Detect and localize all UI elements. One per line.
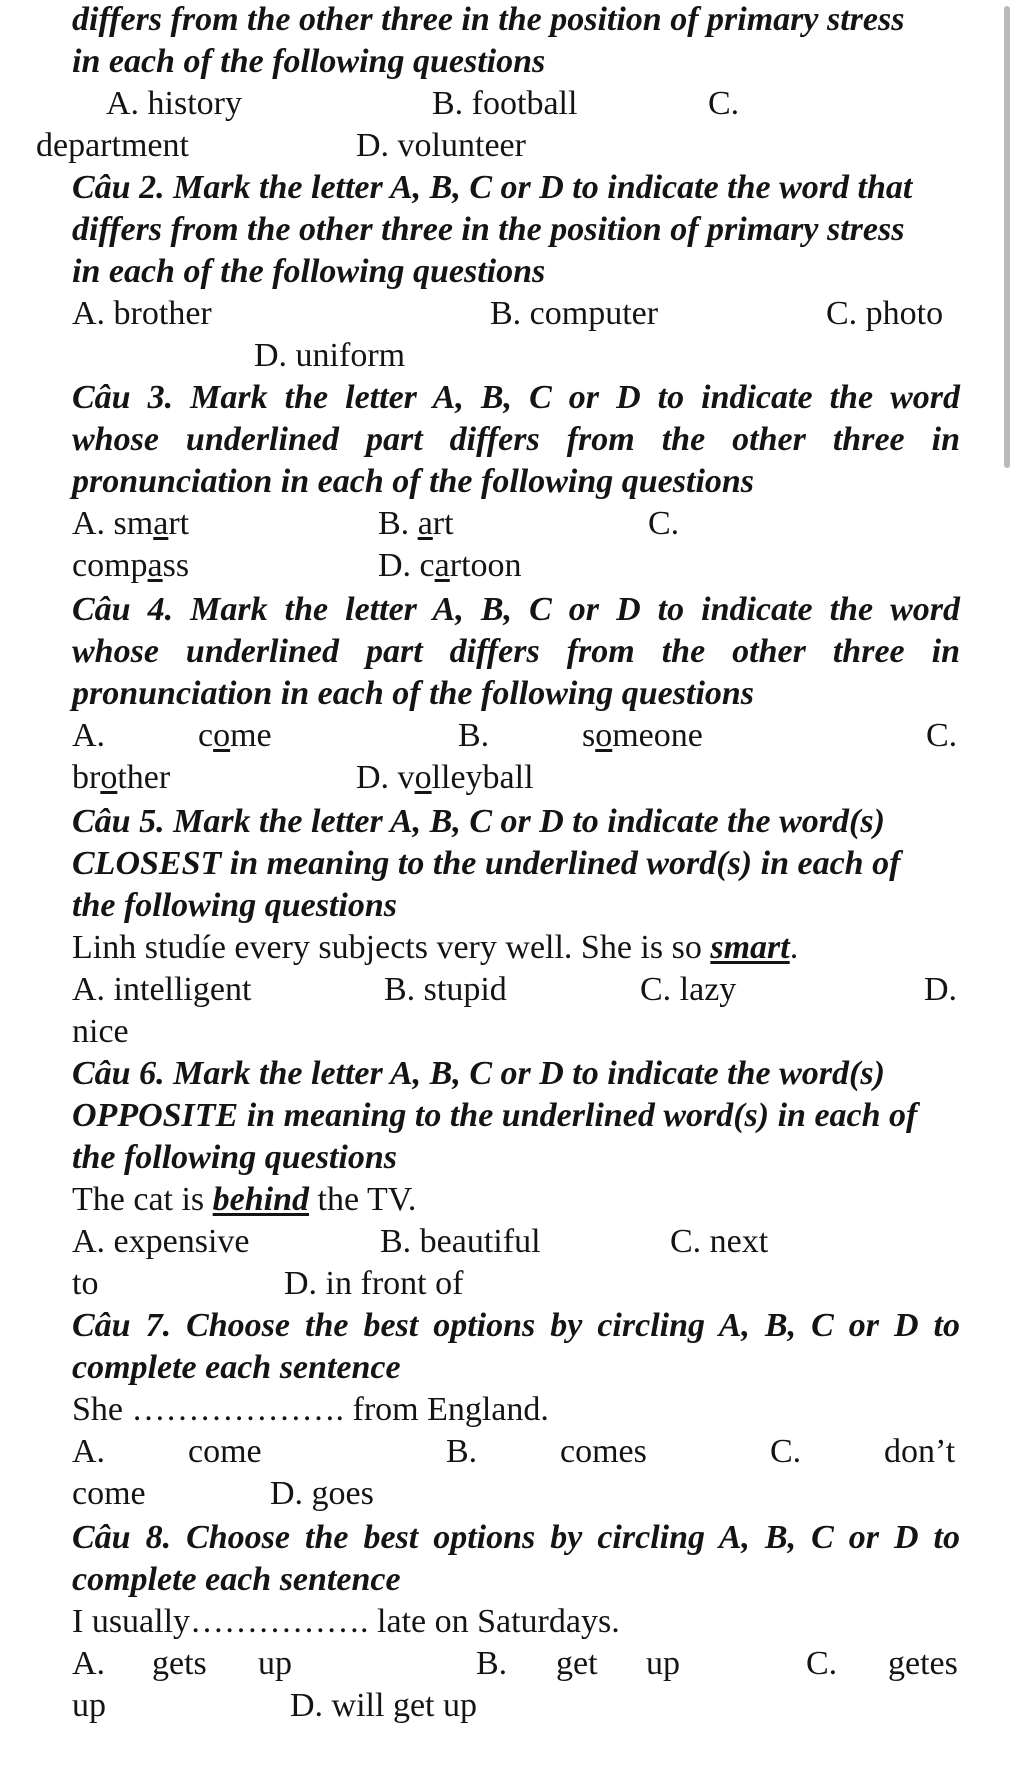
q7-option-c-word2: come	[72, 1475, 146, 1512]
q4-option-a-word: come	[198, 717, 272, 754]
q5-option-d-word: nice	[72, 1013, 129, 1050]
q6-option-c: C. next	[670, 1223, 769, 1260]
q8-option-c-cont: up	[72, 1687, 106, 1724]
q7-option-d: D. goes	[270, 1475, 374, 1512]
q2-instruction-line3: in each of the following questions	[72, 253, 546, 290]
q4-option-c-letter: C.	[926, 717, 958, 754]
q7-option-c-letter: C.	[770, 1433, 802, 1470]
q1-instruction-line2: in each of the following questions	[72, 43, 546, 80]
q7-option-b-letter: B.	[446, 1433, 478, 1470]
q1-instruction-line1: differs from the other three in the position of primary stress	[72, 1, 905, 38]
q3-option-a: A. smart	[72, 505, 190, 542]
q3-option-c-word: compass	[72, 547, 190, 584]
q4-option-a-letter: A.	[72, 717, 106, 754]
q8-option-d: D. will get up	[290, 1687, 477, 1724]
q7-option-a-word: come	[188, 1433, 262, 1470]
q5-option-b: B. stupid	[384, 971, 507, 1008]
q8-instruction-line1: Câu 8. Choose the best options by circling A, B, C or D to	[72, 1519, 960, 1556]
q8-option-b-letter: B.	[476, 1645, 508, 1682]
q1-option-b: B. football	[432, 85, 578, 122]
q3-option-b: B. art	[378, 505, 454, 542]
q2-instruction-line1: Câu 2. Mark the letter A, B, C or D to indicate the word that	[72, 169, 913, 206]
q6-instruction-line1: Câu 6. Mark the letter A, B, C or D to indicate the word(s)	[72, 1055, 885, 1092]
q8-option-b-word2: up	[646, 1645, 680, 1682]
q6-option-d: D. in front of	[284, 1265, 464, 1302]
q7-option-b-word: comes	[560, 1433, 647, 1470]
q4-option-b-word: someone	[582, 717, 703, 754]
q6-sentence: The cat is behind the TV.	[72, 1181, 417, 1218]
q7-option-a-letter: A.	[72, 1433, 106, 1470]
q8-sentence: I usually……………. late on Saturdays.	[72, 1603, 620, 1640]
q8-option-a-word1: gets	[152, 1645, 207, 1682]
q2-instruction-line2: differs from the other three in the position of primary stress	[72, 211, 905, 248]
q8-option-c-word: getes	[888, 1645, 958, 1682]
q4-option-c-word: brother	[72, 759, 171, 796]
q2-option-a: A. brother	[72, 295, 212, 332]
q7-instruction-line2: complete each sentence	[72, 1349, 401, 1386]
q6-option-a: A. expensive	[72, 1223, 250, 1260]
q8-option-c-letter: C.	[806, 1645, 838, 1682]
q4-option-b-letter: B.	[458, 717, 490, 754]
q4-instruction-line3: pronunciation in each of the following questions	[72, 675, 755, 712]
q4-instruction-line1: Câu 4. Mark the letter A, B, C or D to indicate the word	[72, 591, 960, 628]
q8-option-a-letter: A.	[72, 1645, 106, 1682]
q6-instruction-line3: the following questions	[72, 1139, 397, 1176]
q1-option-c-word: department	[36, 127, 189, 164]
vertical-scrollbar[interactable]	[1004, 6, 1010, 468]
q6-option-b: B. beautiful	[380, 1223, 541, 1260]
q7-option-c-word1: don’t	[884, 1433, 956, 1470]
q5-sentence: Linh studíe every subjects very well. She is so smart.	[72, 929, 799, 966]
q2-option-b: B. computer	[490, 295, 659, 332]
q4-instruction-line2: whose underlined part differs from the other three in	[72, 633, 960, 670]
q5-option-a: A. intelligent	[72, 971, 252, 1008]
q3-option-d: D. cartoon	[378, 547, 522, 584]
q3-instruction-line3: pronunciation in each of the following questions	[72, 463, 755, 500]
q8-option-b-word1: get	[556, 1645, 598, 1682]
q6-instruction-line2: OPPOSITE in meaning to the underlined word(s) in each of	[72, 1097, 918, 1134]
q2-option-c: C. photo	[826, 295, 944, 332]
q2-option-d: D. uniform	[254, 337, 406, 374]
q3-instruction-line2: whose underlined part differs from the other three in	[72, 421, 960, 458]
q7-sentence: She ………………. from England.	[72, 1391, 549, 1428]
q1-option-d: D. volunteer	[356, 127, 526, 164]
q5-option-c: C. lazy	[640, 971, 737, 1008]
q5-instruction-line3: the following questions	[72, 887, 397, 924]
q8-instruction-line2: complete each sentence	[72, 1561, 401, 1598]
q5-instruction-line1: Câu 5. Mark the letter A, B, C or D to indicate the word(s)	[72, 803, 885, 840]
q1-option-c: C.	[708, 85, 740, 122]
q3-option-c: C.	[648, 505, 680, 542]
q6-option-c-cont: to	[72, 1265, 99, 1302]
q5-instruction-line2: CLOSEST in meaning to the underlined word(s) in each of	[72, 845, 901, 882]
q8-option-a-word2: up	[258, 1645, 292, 1682]
q5-option-d: D.	[924, 971, 958, 1008]
q7-instruction-line1: Câu 7. Choose the best options by circling A, B, C or D to	[72, 1307, 960, 1344]
q1-option-a: A. history	[106, 85, 242, 122]
q3-instruction-line1: Câu 3. Mark the letter A, B, C or D to indicate the word	[72, 379, 960, 416]
q4-option-d: D. volleyball	[356, 759, 534, 796]
